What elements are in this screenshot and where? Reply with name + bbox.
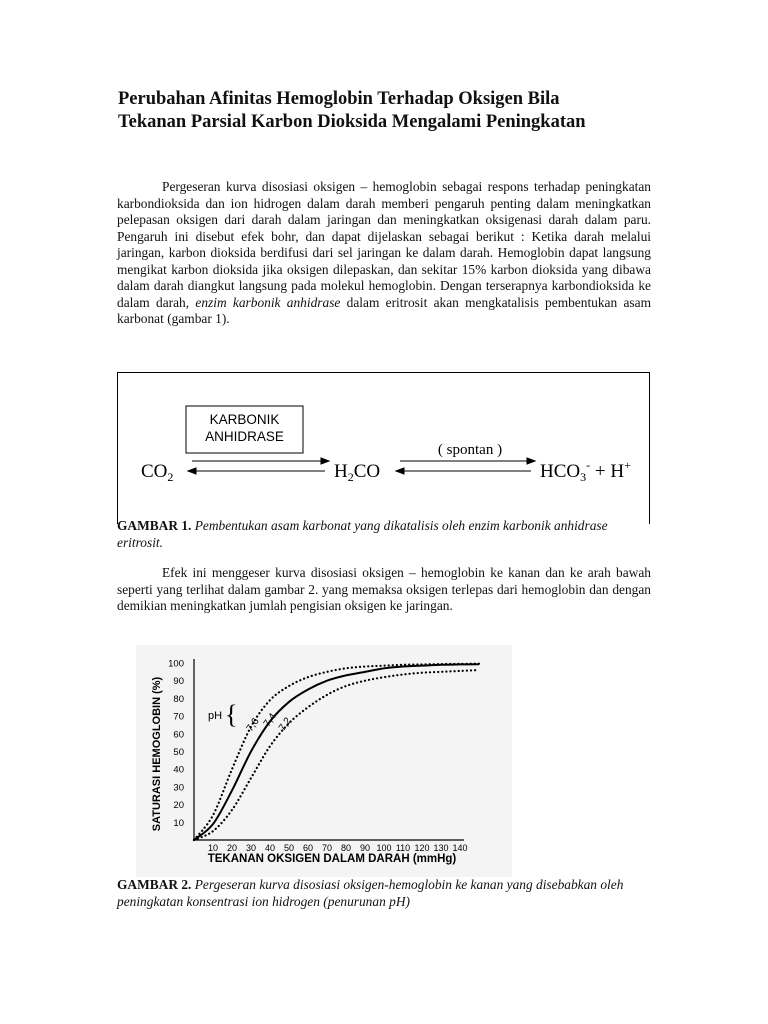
y-axis-label: SATURASI HEMOGLOBIN (%)	[151, 676, 163, 832]
paragraph-1-text-b: dalam eritrosit akan mengkatalisis pembentukan asam karbonat (gambar 1).	[117, 294, 651, 326]
chart-curves	[194, 664, 479, 840]
page-title	[118, 88, 678, 134]
x-tick-label: 30	[245, 843, 257, 853]
x-tick-label: 100	[376, 843, 392, 853]
ph-brace: {	[225, 700, 238, 729]
h2co-formula: $H_2CO$	[334, 461, 381, 484]
paragraph-2-text: Efek ini menggeser kurva disosiasi oksigen – hemoglobin ke kanan dan ke arah bawah seperti yang terlihat dalam gambar 2. yang memaksa oksigen terlepas dari hemoglobin dan dengan demikian meningkatkan jumlah pengisian oksigen ke jaringan.	[117, 565, 651, 613]
reaction-diagram	[118, 373, 651, 525]
y-tick-label: 30	[173, 782, 184, 794]
x-tick-label: 50	[283, 843, 295, 853]
paragraph-1-italic: enzim karbonik anhidrase	[195, 294, 341, 310]
co2-formula: $CO_2$	[141, 461, 174, 484]
curve-ph-7-2	[194, 670, 479, 840]
figure-2-caption	[117, 876, 647, 910]
figure-2-caption-text: Pergeseran kurva disosiasi oksigen-hemoglobin ke kanan yang disebabkan oleh peningkatan konsentrasi ion hidrogen (penurunan pH)	[117, 877, 624, 909]
arrow-co2-h2co	[188, 458, 329, 474]
x-tick-label: 10	[207, 843, 219, 853]
figure-1-caption-text: Pembentukan asam karbonat yang dikatalisis oleh enzim karbonik anhidrase eritrosit.	[117, 518, 608, 550]
x-tick-label: 20	[226, 843, 238, 853]
figure-2-label: GAMBAR 2.	[117, 877, 192, 892]
y-tick-label: 40	[173, 764, 184, 776]
y-tick-label: 50	[173, 747, 184, 758]
x-tick-label: 130	[433, 843, 449, 853]
x-tick-label: 140	[452, 843, 468, 853]
y-tick-label: 90	[173, 676, 184, 688]
ph-label: pH	[208, 710, 223, 722]
paragraph-1-text-a: Pergeseran kurva disosiasi oksigen – hemoglobin sebagai respons terhadap peningkatan karbondioksida dan ion hidrogen dalam darah memberi pengaruh penting dalam meningkatkan pelepasan oksigen dari darah dalam jaringan dan meningkatkan oksigenasi darah dalam paru. Pengaruh ini disebut efek bohr, dan dapat dijelaskan sebagai berikut : Ketika darah melalui jaringan, karbon dioksida berdifusi dari sel jaringan ke dalam darah. Hemoglobin dapat langsung mengikat karbon dioksida jika oksigen dilepaskan, dan sekitar 15% karbon dioksida yang dibawa dalam darah diangkut langsung pada molekul hemoglobin. Dengan terserapnya karbondioksida ke dalam darah,	[117, 179, 651, 310]
spontaneous-label: ( spontan )	[437, 442, 503, 458]
curve-labels	[245, 711, 295, 734]
x-tick-labels	[208, 843, 468, 853]
x-tick-label: 90	[359, 843, 371, 853]
figure-2-chart	[136, 645, 512, 877]
x-tick-label: 40	[264, 843, 276, 853]
enzyme-label-2: ANHIDRASE	[205, 429, 284, 444]
curve-ph-7-6	[194, 664, 479, 840]
y-tick-label: 80	[173, 693, 184, 705]
curve-label: 7,4	[261, 711, 279, 730]
figure-1-reaction	[117, 372, 650, 524]
x-tick-label: 60	[302, 843, 314, 853]
x-tick-label: 80	[340, 843, 352, 853]
x-tick-label: 70	[321, 843, 333, 853]
figure-1-label: GAMBAR 1.	[117, 518, 192, 533]
x-axis-label: TEKANAN OKSIGEN DALAM DARAH (mmHg)	[207, 853, 457, 865]
dissociation-curve-chart	[136, 645, 512, 877]
hco3-formula: $HCO_3^- + H^+$	[540, 458, 631, 484]
title-line-1: Perubahan Afinitas Hemoglobin Terhadap Oksigen Bila	[118, 89, 560, 109]
enzyme-label-1: KARBONIK	[209, 412, 280, 427]
y-tick-labels	[168, 659, 184, 829]
x-tick-label: 110	[395, 843, 411, 853]
y-tick-label: 20	[173, 800, 184, 812]
x-tick-label: 120	[414, 843, 430, 853]
curve-label: 7,6	[244, 716, 262, 734]
y-tick-label: 100	[168, 658, 184, 670]
figure-1-caption	[117, 517, 647, 551]
y-tick-label: 70	[173, 711, 184, 723]
paragraph-shift	[117, 565, 651, 615]
y-tick-label: 10	[173, 817, 184, 829]
y-tick-label: 60	[173, 729, 184, 741]
arrow-h2co-hco3	[396, 458, 535, 474]
curve-label: 7,2	[276, 715, 294, 734]
paragraph-bohr-effect	[117, 179, 651, 328]
curve-ph-7-4	[194, 664, 479, 840]
chart-axes	[194, 659, 464, 840]
title-line-2: Tekanan Parsial Karbon Dioksida Mengalami Peningkatan	[118, 112, 586, 132]
